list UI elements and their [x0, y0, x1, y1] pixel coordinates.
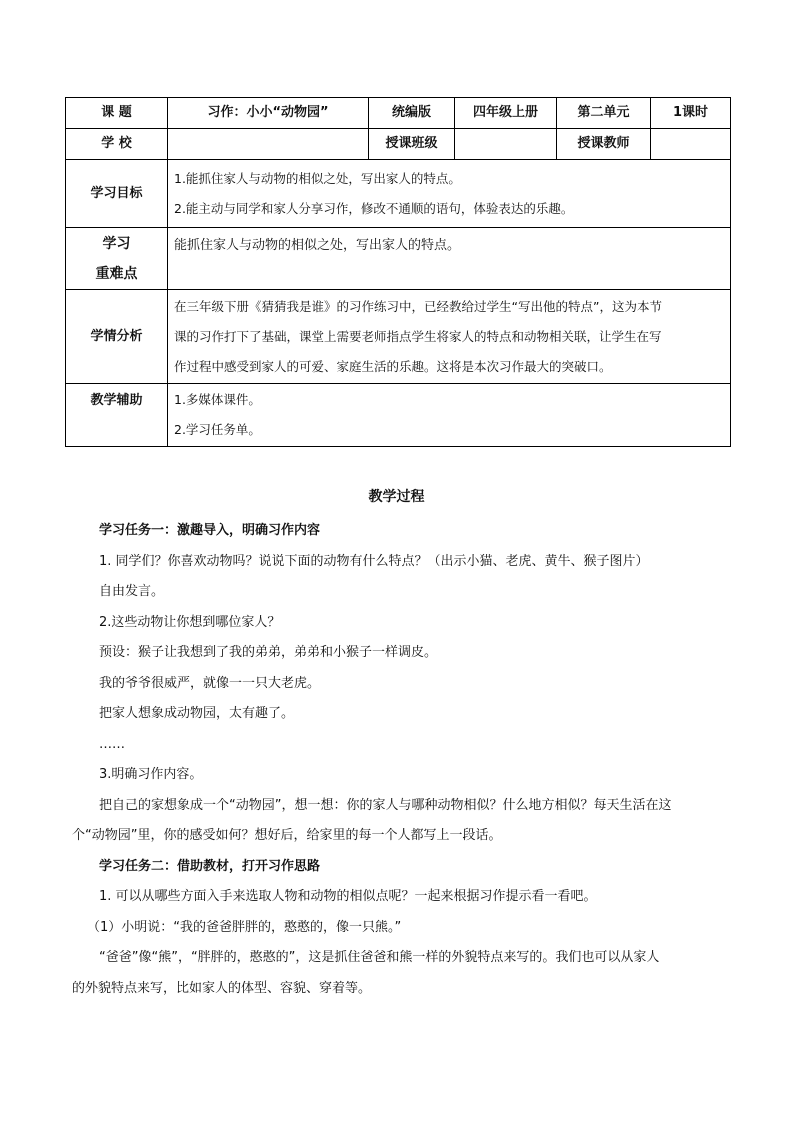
table-row-topic	[66, 98, 731, 129]
content-line-1: 把自己的家想象成一个“动物园”，想一想：你的家人与哪种动物相似？什么地方相似？每天生活在这	[99, 797, 672, 813]
free-speech: 自由发言。	[99, 584, 165, 599]
lesson-title: 习作：小小“动物园”	[168, 98, 369, 129]
grade-cell: 四年级上册	[455, 98, 557, 129]
task1-heading: 学习任务一：激趣导入，明确习作内容	[99, 523, 321, 538]
teaching-process-title: 教学过程	[368, 489, 425, 505]
school-value	[168, 129, 369, 160]
xiaoming-quote: （1）小明说：“我的爸爸胖胖的，憨憨的，像一只熊。”	[87, 919, 402, 935]
question-2: 2.这些动物让你想到哪位家人？	[99, 614, 281, 630]
analysis-label: 学情分析	[66, 290, 168, 384]
hours-cell: 1课时	[651, 98, 731, 129]
aids-content	[168, 384, 731, 447]
analysis-content	[168, 290, 731, 384]
table-row-key	[66, 228, 731, 290]
edition-cell: 统编版	[369, 98, 455, 129]
goals-content	[168, 160, 731, 228]
task2-question-1: 1. 可以从哪些方面入手来选取人物和动物的相似点呢？一起来根据习作提示看一看吧。	[99, 889, 597, 904]
aid-item-2: 2.学习任务单。	[174, 422, 261, 437]
goal-item-1: 1.能抓住家人与动物的相似之处，写出家人的特点。	[174, 170, 461, 186]
key-label-line2: 重难点	[95, 265, 138, 282]
unit-cell: 第二单元	[557, 98, 651, 129]
grandpa-answer: 我的爷爷很威严，就像一一只大老虎。	[99, 675, 321, 691]
analysis-line-3: 作过程中感受到家人的可爱、家庭生活的乐趣。这将是本次习作最大的突破口。	[174, 358, 612, 374]
analysis-line-1: 在三年级下册《猜猜我是谁》的习作练习中，已经教给过学生“写出他的特点”，这为本节	[174, 298, 662, 314]
school-label: 学 校	[66, 129, 168, 160]
ellipsis: ……	[99, 736, 125, 752]
explain-line-2: 的外貌特点来写，比如家人的体型、容貌、穿着等。	[72, 980, 372, 996]
table-row-aids	[66, 384, 731, 447]
question-3: 3.明确习作内容。	[99, 767, 203, 782]
aid-item-1: 1.多媒体课件。	[174, 392, 261, 407]
teacher-value	[651, 129, 731, 160]
teaching-process-body	[72, 516, 731, 1004]
goal-item-2: 2.能主动与同学和家人分享习作，修改不通顺的语句，体验表达的乐趣。	[174, 200, 574, 216]
question-1: 1. 同学们？你喜欢动物吗？说说下面的动物有什么特点？（出示小猫、老虎、黄牛、猴子图片）	[99, 553, 649, 569]
class-value	[455, 129, 557, 160]
class-label: 授课班级	[369, 129, 455, 160]
goals-label: 学习目标	[66, 160, 168, 228]
table-row-analysis	[66, 290, 731, 384]
explain-line-1: “爸爸”像“熊”，“胖胖的，憨憨的”，这是抓住爸爸和熊一样的外貌特点来写的。我们也可以从家人	[99, 950, 660, 965]
preset-answer: 预设：猴子让我想到了我的弟弟，弟弟和小猴子一样调皮。	[99, 645, 438, 660]
aids-label: 教学辅助	[66, 384, 168, 447]
lesson-info-table	[65, 97, 731, 447]
content-line-2: 个“动物园”里，你的感受如何？想好后，给家里的每一个人都写上一段话。	[72, 828, 502, 843]
task2-heading: 学习任务二：借助教材，打开习作思路	[99, 858, 321, 874]
key-content: 能抓住家人与动物的相似之处，写出家人的特点。	[168, 228, 731, 290]
topic-label: 课 题	[66, 98, 168, 129]
table-row-school	[66, 129, 731, 160]
table-row-goals	[66, 160, 731, 228]
teacher-label: 授课教师	[557, 129, 651, 160]
key-label	[66, 228, 168, 290]
key-label-line1: 学习	[102, 235, 131, 252]
fun-answer: 把家人想象成动物园，太有趣了。	[99, 706, 295, 721]
analysis-line-2: 课的习作打下了基础，课堂上需要老师指点学生将家人的特点和动物相关联，让学生在写	[174, 328, 662, 344]
